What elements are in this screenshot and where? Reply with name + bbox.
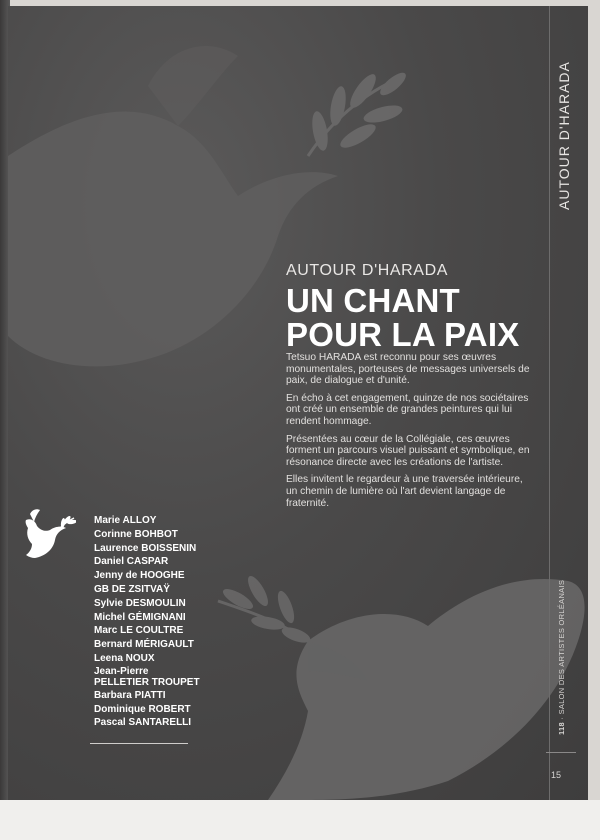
artist-name: Leena NOUX xyxy=(94,652,155,664)
artist-name: GB DE ZSITVAŸ xyxy=(94,583,170,595)
paragraph: Présentées au cœur de la Collégiale, ces œuvres forment un parcours visuel puissant et symbolique, en résonance directe avec les créations de l'artiste. xyxy=(286,433,530,468)
page-title xyxy=(286,284,536,352)
dove-background-icon xyxy=(208,551,588,800)
artist-name: Jean-Pierre xyxy=(94,665,149,677)
dove-logo-icon xyxy=(20,506,76,560)
section-kicker: AUTOUR D'HARADA xyxy=(286,262,448,279)
artist-name: Dominique ROBERT xyxy=(94,703,191,715)
artist-name: Daniel CASPAR xyxy=(94,556,169,568)
artist-name: Pascal SANTARELLI xyxy=(94,717,192,729)
artist-name: Marc LE COULTRE xyxy=(94,625,184,637)
page-margin xyxy=(0,800,600,840)
page-number: 15 xyxy=(551,770,562,780)
footer-text: SALON DES ARTISTES ORLÉANAIS xyxy=(557,579,566,715)
artist-name: Jenny de HOOGHE xyxy=(94,570,185,582)
artist-name: Laurence BOISSENIN xyxy=(94,542,197,554)
paragraph: Elles invitent le regardeur à une traversée intérieure, un chemin de lumière où l'art devient langage de fraternité. xyxy=(286,474,523,509)
running-head: AUTOUR D'HARADA xyxy=(556,61,572,210)
footer-number: 118 xyxy=(557,722,566,735)
footer-label xyxy=(557,580,566,735)
artist-name: Sylvie DESMOULIN xyxy=(94,597,186,609)
artists-divider xyxy=(90,743,188,744)
vertical-divider xyxy=(549,6,550,800)
artist-name: Bernard MÉRIGAULT xyxy=(94,639,194,651)
artist-name: Michel GÉMIGNANI xyxy=(94,611,186,623)
intro-text xyxy=(286,352,531,515)
paragraph: Tetsuo HARADA est reconnu pour ses œuvres monumentales, porteuses de messages universels de paix, de dialogue et d'unité. xyxy=(286,352,530,387)
artist-name: Marie ALLOY xyxy=(94,515,157,526)
paragraph: En écho à cet engagement, quinze de nos sociétaires ont créé un ensemble de grandes peintures qui lui rendent hommage. xyxy=(286,392,529,427)
footer-divider xyxy=(546,752,576,753)
artist-list xyxy=(94,514,254,730)
artist-name: PELLETIER TROUPET xyxy=(94,676,200,688)
title-line: POUR LA PAIX xyxy=(286,316,520,353)
artist-name: Barbara PIATTI xyxy=(94,689,166,701)
footer-separator: · xyxy=(557,716,566,720)
artist-name: Corinne BOHBOT xyxy=(94,528,178,540)
title-line: UN CHANT xyxy=(286,282,460,319)
